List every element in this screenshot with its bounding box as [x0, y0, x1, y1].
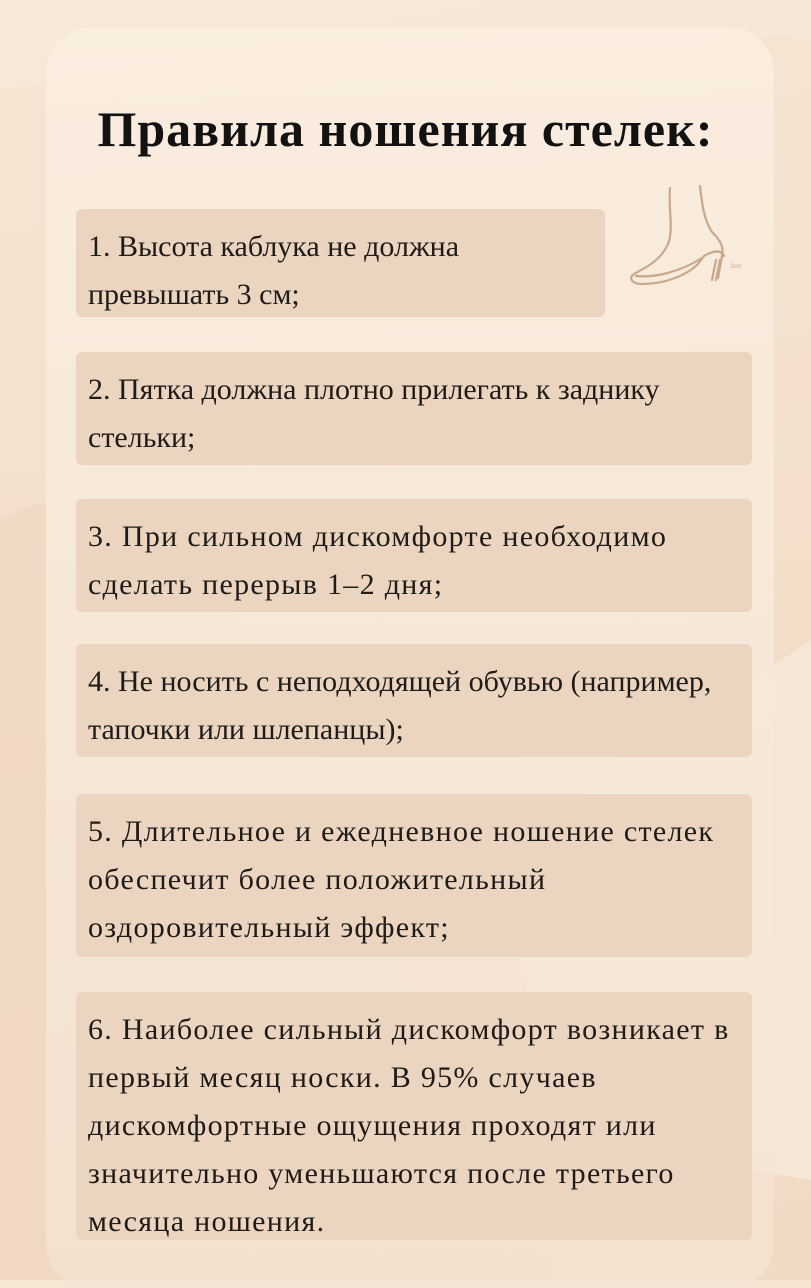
high-heel-foot-icon	[624, 180, 748, 298]
rule-item-3	[76, 499, 752, 612]
rule-item-2	[76, 352, 752, 465]
rule-item-6	[76, 992, 752, 1240]
rule-text-5: 5. Длительное и ежедневное ношение стелек обеспечит более положительный оздоровительный эффект;	[88, 815, 715, 944]
heel-height-label: 3cm	[730, 264, 742, 270]
rule-item-5	[76, 794, 752, 957]
rule-text-6: 6. Наиболее сильный дискомфорт возникает в первый месяц носки. В 95% случаев дискомфортные ощущения проходят или значительно уменьшаются после третьего месяца ношения.	[88, 1013, 730, 1238]
rule-text-3: 3. При сильном дискомфорте необходимо сделать перерыв 1–2 дня;	[88, 520, 668, 601]
rule-text-1: 1. Высота каблука не должна превышать 3 см;	[88, 230, 460, 311]
rule-text-4: 4. Не носить с неподходящей обувью (например, тапочки или шлепанцы);	[88, 665, 712, 746]
page-title: Правила ношения стелек:	[97, 101, 714, 157]
rule-text-2: 2. Пятка должна плотно прилегать к заднику стельки;	[88, 373, 660, 454]
rule-item-4	[76, 644, 752, 757]
rule-item-1	[76, 209, 605, 317]
